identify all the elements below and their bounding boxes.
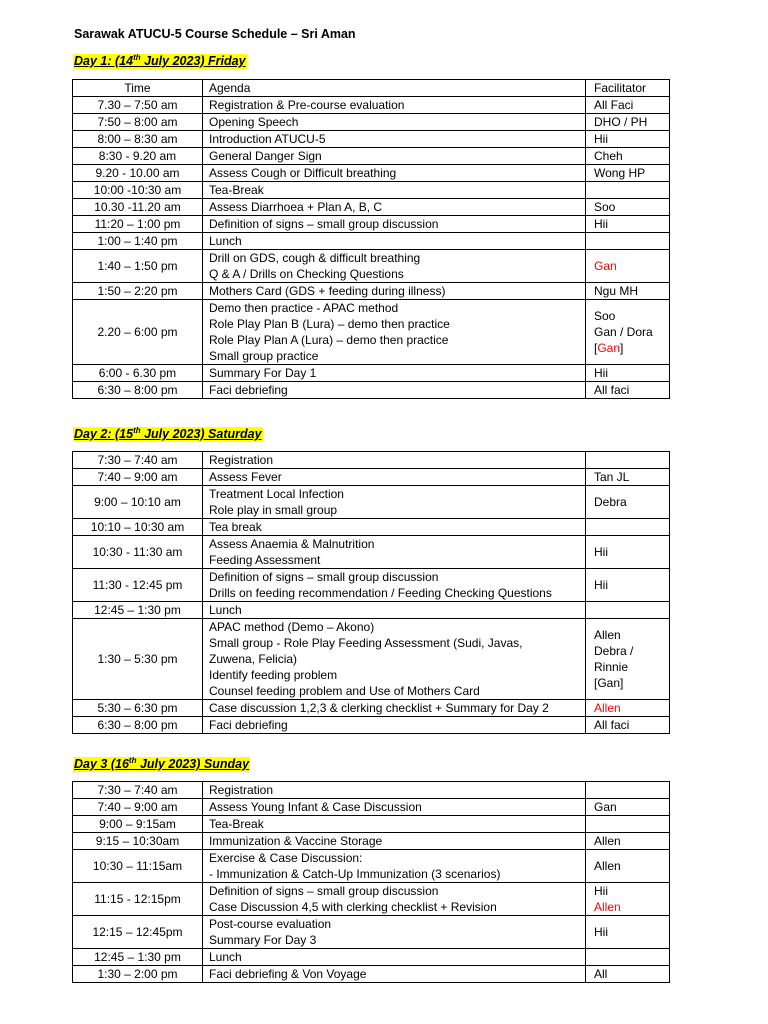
facilitator-name: Gan <box>594 800 617 814</box>
agenda-line: Case discussion 1,2,3 & clerking checklist + Summary for Day 2 <box>209 701 549 715</box>
table-row <box>73 452 670 469</box>
time-cell: 10:30 - 11:30 am <box>73 536 203 569</box>
agenda-line: Case Discussion 4,5 with clerking checklist + Revision <box>209 900 497 914</box>
facilitator-name: All faci <box>594 383 630 397</box>
table-row <box>73 536 670 569</box>
time-column-header: Time <box>73 80 203 97</box>
agenda-cell <box>203 833 586 850</box>
agenda-cell <box>203 216 586 233</box>
facilitator-cell <box>586 452 670 469</box>
day-3-heading: Day 3 (16th July 2023) Sunday <box>74 755 250 771</box>
agenda-line: Assess Cough or Difficult breathing <box>209 166 397 180</box>
agenda-line: Demo then practice - APAC method <box>209 301 399 315</box>
agenda-cell <box>203 949 586 966</box>
facilitator-name: Gan <box>594 259 617 273</box>
facilitator-cell <box>586 233 670 250</box>
facilitator-cell <box>586 833 670 850</box>
facilitator-cell <box>586 799 670 816</box>
facilitator-name: Soo <box>594 200 616 214</box>
table-row <box>73 916 670 949</box>
agenda-line: Feeding Assessment <box>209 553 321 567</box>
time-cell: 6:00 - 6.30 pm <box>73 365 203 382</box>
facilitator-line <box>594 340 666 356</box>
table-row <box>73 250 670 283</box>
table-row <box>73 199 670 216</box>
table-row <box>73 782 670 799</box>
table-row <box>73 486 670 519</box>
table-row <box>73 799 670 816</box>
facilitator-cell <box>586 569 670 602</box>
day-1-heading: Day 1: (14th July 2023) Friday <box>74 52 246 68</box>
facilitator-name: Tan JL <box>594 470 630 484</box>
agenda-line: Immunization & Vaccine Storage <box>209 834 383 848</box>
agenda-cell <box>203 486 586 519</box>
agenda-line: Opening Speech <box>209 115 299 129</box>
table-row <box>73 131 670 148</box>
table-row <box>73 233 670 250</box>
facilitator-cell <box>586 250 670 283</box>
table-row <box>73 519 670 536</box>
time-cell: 1:00 – 1:40 pm <box>73 233 203 250</box>
agenda-cell <box>203 966 586 983</box>
agenda-cell <box>203 148 586 165</box>
facilitator-name: Debra <box>594 495 627 509</box>
facilitator-cell <box>586 602 670 619</box>
table-row <box>73 949 670 966</box>
time-cell: 2.20 – 6:00 pm <box>73 300 203 365</box>
agenda-line: General Danger Sign <box>209 149 322 163</box>
table-row <box>73 469 670 486</box>
agenda-cell <box>203 816 586 833</box>
table-row <box>73 883 670 916</box>
table-row <box>73 966 670 983</box>
table-row <box>73 382 670 399</box>
agenda-line: Drills on feeding recommendation / Feeding Checking Questions <box>209 586 552 600</box>
agenda-cell <box>203 602 586 619</box>
facilitator-name: Hii <box>594 217 608 231</box>
document-title: Sarawak ATUCU-5 Course Schedule – Sri Aman <box>74 27 356 41</box>
table-row <box>73 165 670 182</box>
agenda-line: Definition of signs – small group discussion <box>209 217 439 231</box>
agenda-line: Assess Diarrhoea + Plan A, B, C <box>209 200 383 214</box>
day-1-schedule-table <box>72 79 670 399</box>
agenda-line: Faci debriefing <box>209 383 288 397</box>
agenda-line: Faci debriefing & Von Voyage <box>209 967 367 981</box>
facilitator-cell <box>586 365 670 382</box>
agenda-cell <box>203 536 586 569</box>
agenda-cell <box>203 782 586 799</box>
facilitator-cell <box>586 131 670 148</box>
time-cell: 9:00 – 9:15am <box>73 816 203 833</box>
agenda-line: Mothers Card (GDS + feeding during illness) <box>209 284 446 298</box>
table-row <box>73 569 670 602</box>
agenda-line: Role play in small group <box>209 503 338 517</box>
time-cell: 1:50 – 2:20 pm <box>73 283 203 300</box>
time-cell: 9.20 - 10.00 am <box>73 165 203 182</box>
agenda-line: Counsel feeding problem and Use of Mothers Card <box>209 684 480 698</box>
agenda-line: Small group practice <box>209 349 319 363</box>
agenda-line: Lunch <box>209 603 242 617</box>
facilitator-name: [Gan] <box>594 676 624 690</box>
time-cell: 6:30 – 8:00 pm <box>73 382 203 399</box>
facilitator-cell <box>586 148 670 165</box>
table-header-row <box>73 80 670 97</box>
time-cell: 7.30 – 7:50 am <box>73 97 203 114</box>
time-cell: 12:45 – 1:30 pm <box>73 949 203 966</box>
facilitator-cell <box>586 216 670 233</box>
facilitator-cell <box>586 782 670 799</box>
facilitator-cell <box>586 949 670 966</box>
time-cell: 8:30 - 9.20 am <box>73 148 203 165</box>
agenda-cell <box>203 619 586 700</box>
agenda-cell <box>203 300 586 365</box>
agenda-line: Summary For Day 1 <box>209 366 317 380</box>
time-cell: 10:00 -10:30 am <box>73 182 203 199</box>
facilitator-cell <box>586 700 670 717</box>
facilitator-cell <box>586 850 670 883</box>
agenda-cell <box>203 916 586 949</box>
agenda-cell <box>203 165 586 182</box>
facilitator-cell <box>586 619 670 700</box>
facilitator-cell <box>586 283 670 300</box>
agenda-line: Exercise & Case Discussion: <box>209 851 363 865</box>
agenda-line: Registration & Pre-course evaluation <box>209 98 405 112</box>
facilitator-cell <box>586 966 670 983</box>
table-row <box>73 816 670 833</box>
agenda-cell <box>203 199 586 216</box>
facilitator-name: Gan / Dora <box>594 325 653 339</box>
time-cell: 11:20 – 1:00 pm <box>73 216 203 233</box>
facilitator-cell <box>586 536 670 569</box>
agenda-line: Drill on GDS, cough & difficult breathing <box>209 251 421 265</box>
facilitator-part: Gan <box>597 341 621 355</box>
time-cell: 11:30 - 12:45 pm <box>73 569 203 602</box>
facilitator-cell <box>586 469 670 486</box>
agenda-line: Tea-Break <box>209 183 264 197</box>
agenda-cell <box>203 283 586 300</box>
agenda-cell <box>203 717 586 734</box>
facilitator-name: Hii <box>594 578 608 592</box>
facilitator-cell <box>586 182 670 199</box>
agenda-line: Faci debriefing <box>209 718 288 732</box>
time-cell: 7:30 – 7:40 am <box>73 452 203 469</box>
agenda-line: Lunch <box>209 950 242 964</box>
agenda-cell <box>203 519 586 536</box>
agenda-cell <box>203 382 586 399</box>
agenda-line: Introduction ATUCU-5 <box>209 132 326 146</box>
agenda-line: Role Play Plan A (Lura) – demo then practice <box>209 333 449 347</box>
table-row <box>73 114 670 131</box>
agenda-line: Registration <box>209 783 274 797</box>
agenda-cell <box>203 883 586 916</box>
facilitator-cell <box>586 717 670 734</box>
table-row <box>73 300 670 365</box>
time-cell: 10.30 -11.20 am <box>73 199 203 216</box>
time-cell: 10:30 – 11:15am <box>73 850 203 883</box>
day-2-heading: Day 2: (15th July 2023) Saturday <box>74 425 262 441</box>
facilitator-cell <box>586 165 670 182</box>
agenda-cell <box>203 233 586 250</box>
facilitator-name: Rinnie <box>594 660 629 674</box>
time-cell: 1:30 – 2:00 pm <box>73 966 203 983</box>
table-row <box>73 700 670 717</box>
facilitator-cell <box>586 883 670 916</box>
time-cell: 8:00 – 8:30 am <box>73 131 203 148</box>
facilitator-name: Allen <box>594 900 621 914</box>
agenda-line: Tea-Break <box>209 817 264 831</box>
agenda-line: Post-course evaluation <box>209 917 332 931</box>
facilitator-name: All Faci <box>594 98 634 112</box>
facilitator-name: All faci <box>594 718 630 732</box>
time-cell: 7:30 – 7:40 am <box>73 782 203 799</box>
agenda-cell <box>203 182 586 199</box>
table-row <box>73 283 670 300</box>
agenda-cell <box>203 452 586 469</box>
table-row <box>73 97 670 114</box>
agenda-cell <box>203 850 586 883</box>
facilitator-cell <box>586 486 670 519</box>
agenda-line: Treatment Local Infection <box>209 487 344 501</box>
time-cell: 12:45 – 1:30 pm <box>73 602 203 619</box>
agenda-line: Definition of signs – small group discussion <box>209 884 439 898</box>
table-row <box>73 833 670 850</box>
facilitator-name: Hii <box>594 925 608 939</box>
day-3-schedule-table <box>72 781 670 983</box>
time-cell: 11:15 - 12:15pm <box>73 883 203 916</box>
agenda-line: Q & A / Drills on Checking Questions <box>209 267 404 281</box>
facilitator-name: Allen <box>594 628 621 642</box>
facilitator-cell <box>586 300 670 365</box>
agenda-line: Identify feeding problem <box>209 668 338 682</box>
facilitator-cell <box>586 199 670 216</box>
table-row <box>73 602 670 619</box>
facilitator-name: Allen <box>594 701 621 715</box>
agenda-line: - Immunization & Catch-Up Immunization (3 scenarios) <box>209 867 501 881</box>
facilitator-name: All <box>594 967 608 981</box>
agenda-line: Assess Young Infant & Case Discussion <box>209 800 422 814</box>
agenda-cell <box>203 131 586 148</box>
agenda-line: Assess Fever <box>209 470 282 484</box>
facilitator-name: Hii <box>594 884 608 898</box>
time-cell: 6:30 – 8:00 pm <box>73 717 203 734</box>
facilitator-name: Allen <box>594 834 621 848</box>
time-cell: 9:15 – 10:30am <box>73 833 203 850</box>
agenda-column-header: Agenda <box>203 80 586 97</box>
facilitator-cell <box>586 114 670 131</box>
agenda-line: Zuwena, Felicia) <box>209 652 298 666</box>
time-cell: 10:10 – 10:30 am <box>73 519 203 536</box>
agenda-line: Registration <box>209 453 274 467</box>
facilitator-cell <box>586 816 670 833</box>
table-row <box>73 850 670 883</box>
table-row <box>73 216 670 233</box>
time-cell: 7:40 – 9:00 am <box>73 799 203 816</box>
agenda-line: Summary For Day 3 <box>209 933 317 947</box>
agenda-cell <box>203 365 586 382</box>
agenda-cell <box>203 114 586 131</box>
agenda-line: Small group - Role Play Feeding Assessment (Sudi, Javas, <box>209 636 523 650</box>
time-cell: 1:30 – 5:30 pm <box>73 619 203 700</box>
agenda-line: Tea break <box>209 520 262 534</box>
table-row <box>73 148 670 165</box>
agenda-cell <box>203 250 586 283</box>
time-cell: 12:15 – 12:45pm <box>73 916 203 949</box>
agenda-cell <box>203 97 586 114</box>
agenda-line: APAC method (Demo – Akono) <box>209 620 375 634</box>
agenda-cell <box>203 799 586 816</box>
facilitator-name: DHO / PH <box>594 115 648 129</box>
facilitator-name: Soo <box>594 309 616 323</box>
facilitator-name: Hii <box>594 366 608 380</box>
agenda-line: Assess Anaemia & Malnutrition <box>209 537 375 551</box>
facilitator-column-header: Facilitator <box>586 80 670 97</box>
facilitator-name: Cheh <box>594 149 623 163</box>
agenda-cell <box>203 469 586 486</box>
agenda-line: Role Play Plan B (Lura) – demo then practice <box>209 317 450 331</box>
time-cell: 1:40 – 1:50 pm <box>73 250 203 283</box>
time-cell: 5:30 – 6:30 pm <box>73 700 203 717</box>
time-cell: 7:50 – 8:00 am <box>73 114 203 131</box>
facilitator-cell <box>586 519 670 536</box>
day-2-schedule-table <box>72 451 670 734</box>
facilitator-part: [ <box>594 341 598 355</box>
agenda-cell <box>203 569 586 602</box>
facilitator-name: Ngu MH <box>594 284 639 298</box>
agenda-line: Lunch <box>209 234 242 248</box>
facilitator-cell <box>586 916 670 949</box>
facilitator-cell <box>586 382 670 399</box>
facilitator-name: Hii <box>594 132 608 146</box>
time-cell: 7:40 – 9:00 am <box>73 469 203 486</box>
agenda-cell <box>203 700 586 717</box>
table-row <box>73 182 670 199</box>
facilitator-name: Debra / <box>594 644 634 658</box>
time-cell: 9:00 – 10:10 am <box>73 486 203 519</box>
table-row <box>73 619 670 700</box>
facilitator-cell <box>586 97 670 114</box>
table-row <box>73 365 670 382</box>
facilitator-name: Hii <box>594 545 608 559</box>
facilitator-name: Wong HP <box>594 166 646 180</box>
facilitator-part: ] <box>620 341 624 355</box>
table-row <box>73 717 670 734</box>
agenda-line: Definition of signs – small group discussion <box>209 570 439 584</box>
facilitator-name: Allen <box>594 859 621 873</box>
